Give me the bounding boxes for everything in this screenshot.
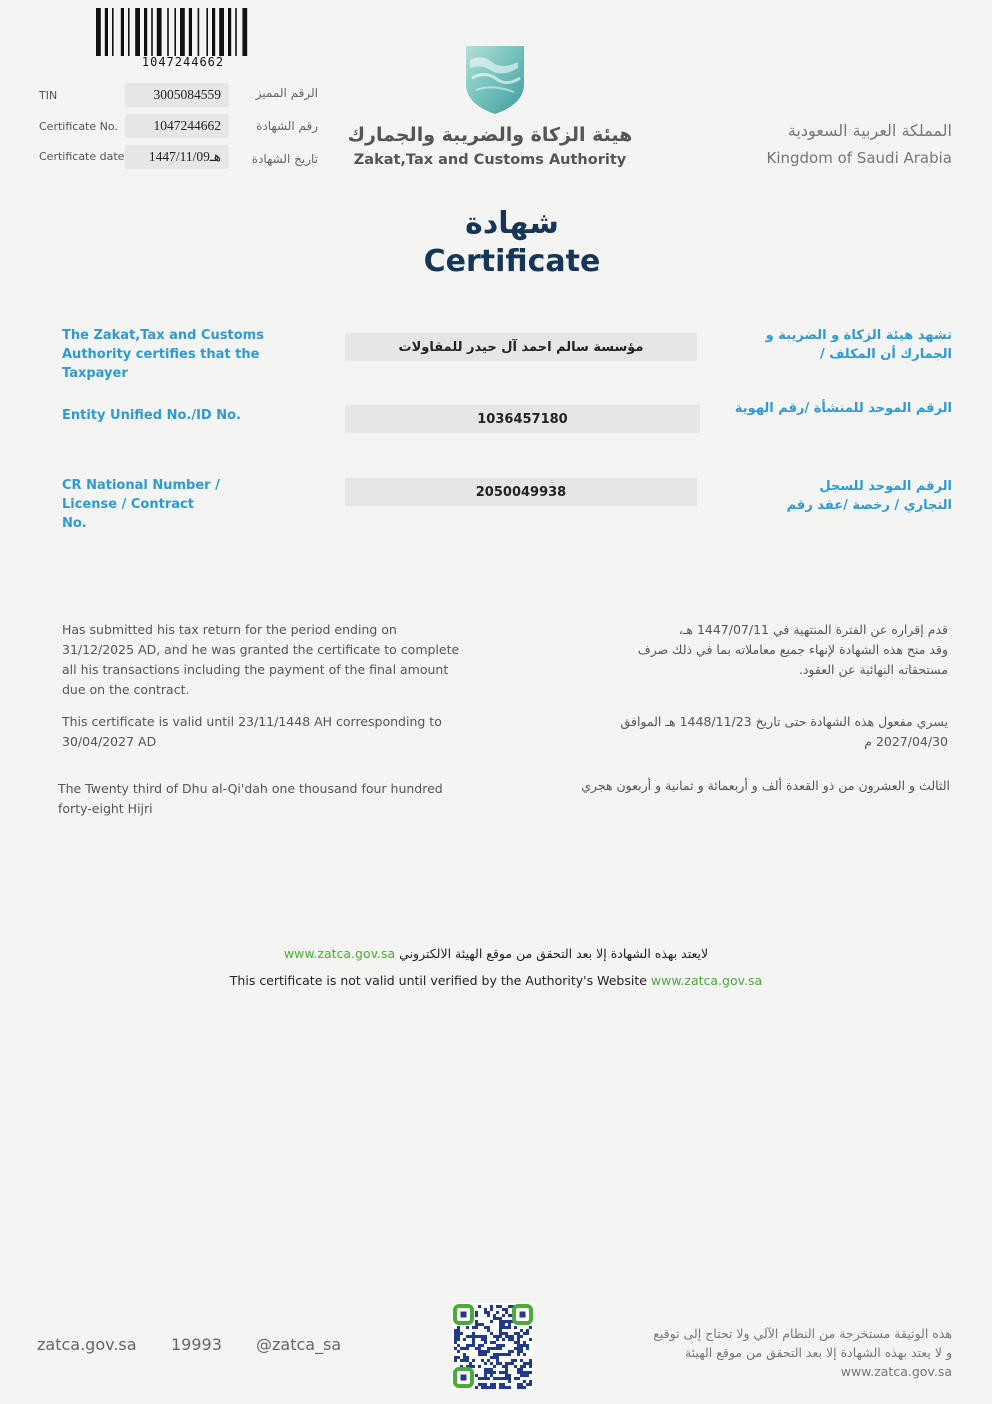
title-en: Certificate: [423, 244, 601, 279]
cr-number-value: 2050049938: [345, 478, 697, 506]
validity-statement-en: This certificate is valid until 23/11/1448 AH corresponding to 30/04/2027 AD: [62, 714, 442, 749]
footer-url-ar[interactable]: www.zatca.gov.sa: [840, 1364, 952, 1379]
verification-note-en: [0, 973, 992, 988]
authority-name-en: Zakat,Tax and Customs Authority: [353, 152, 627, 168]
certificate-no-label-ar: رقم الشهادة: [256, 119, 318, 133]
certificate-no-value: 1047244662: [125, 114, 229, 138]
footer-website[interactable]: zatca.gov.sa: [37, 1335, 137, 1354]
verification-text-en: This certificate is not valid until verified by the Authority's Website: [229, 973, 647, 988]
taxpayer-label-ar: تشهد هيئة الزكاة و الضريبة و الجمارك أن المكلف /: [765, 328, 952, 362]
cr-number-label-ar: الرقم الموحد للسجل التجاري / رخصة /عقد رقم: [786, 479, 952, 513]
return-statement-ar-line2: وقد منح هذه الشهادة لإنهاء جميع معاملاته بما في ذلك صرف: [637, 642, 948, 657]
tin-value: 3005084559: [125, 83, 229, 107]
zatca-logo-icon: [462, 44, 528, 116]
footer-disclaimer-ar-line2: و لا يعتد بهذه الشهادة إلا بعد التحقق من موقع الهيئة: [684, 1345, 952, 1360]
verification-link-ar[interactable]: www.zatca.gov.sa: [283, 946, 396, 961]
footer-disclaimer-ar-line1: هذه الوثيقة مستخرجة من النظام الآلي ولا تحتاج إلى توقيع: [653, 1326, 952, 1341]
entity-id-value: 1036457180: [345, 405, 700, 433]
return-statement-ar-line1: قدم إقراره عن الفترة المنتهية في 1447/07/11 هـ،: [678, 622, 948, 637]
authority-name-ar: هيئة الزكاة والضريبة والجمارك: [347, 124, 633, 146]
verification-text-ar: لايعتد بهذه الشهادة إلا بعد التحقق من موقع الهيئة الالكتروني: [399, 946, 709, 961]
title-ar: شهادة: [465, 206, 559, 241]
kingdom-name-en: Kingdom of Saudi Arabia: [766, 149, 952, 167]
cr-number-label-en: CR National Number / License / Contract No.: [62, 478, 220, 531]
taxpayer-name-value: مؤسسة سالم احمد آل حيدر للمقاولات: [345, 333, 697, 361]
certificate-date-value: 1447/11/09هـ: [125, 145, 229, 169]
footer-phone: 19993: [171, 1335, 222, 1354]
entity-id-label-ar: الرقم الموحد للمنشأة /رقم الهوية: [734, 401, 952, 416]
tin-label-ar: الرقم المميز: [255, 86, 318, 100]
validity-statement-ar-line1: يسري مفعول هذه الشهادة حتى تاريخ 1448/11/23 هـ الموافق: [620, 714, 948, 729]
certificate-no-label-en: Certificate No.: [39, 120, 118, 133]
return-statement-en: Has submitted his tax return for the period ending on 31/12/2025 AD, and he was granted the certificate to complete all his transactions including the payment of the final amount due on the contract.: [62, 622, 460, 697]
hijri-date-words-ar: الثالث و العشرون من ذو القعدة ألف و أربعمائة و ثمانية و أربعون هجري: [581, 778, 950, 793]
certificate-date-label-ar: تاريخ الشهادة: [251, 152, 318, 166]
hijri-date-words-en: The Twenty third of Dhu al-Qi'dah one thousand four hundred forty-eight Hijri: [58, 781, 443, 816]
certificate-date-label-en: Certificate date: [39, 150, 125, 163]
barcode: [96, 8, 270, 56]
tin-label-en: TIN: [39, 89, 58, 102]
verification-link-en[interactable]: www.zatca.gov.sa: [650, 973, 763, 988]
validity-statement-ar-line2: 2027/04/30 م: [864, 734, 948, 749]
qr-code-icon[interactable]: [452, 1303, 534, 1389]
taxpayer-label-en: The Zakat,Tax and Customs Authority certifies that the Taxpayer: [62, 328, 264, 381]
entity-id-label-en: Entity Unified No./ID No.: [62, 408, 241, 423]
footer-handle[interactable]: @zatca_sa: [256, 1335, 342, 1354]
return-statement-ar-line3: مستحقاته النهائية عن العقود.: [798, 662, 948, 677]
verification-note-ar: [0, 946, 992, 961]
barcode-number: 1047244662: [141, 55, 225, 69]
kingdom-name-ar: المملكة العربية السعودية: [787, 121, 952, 140]
